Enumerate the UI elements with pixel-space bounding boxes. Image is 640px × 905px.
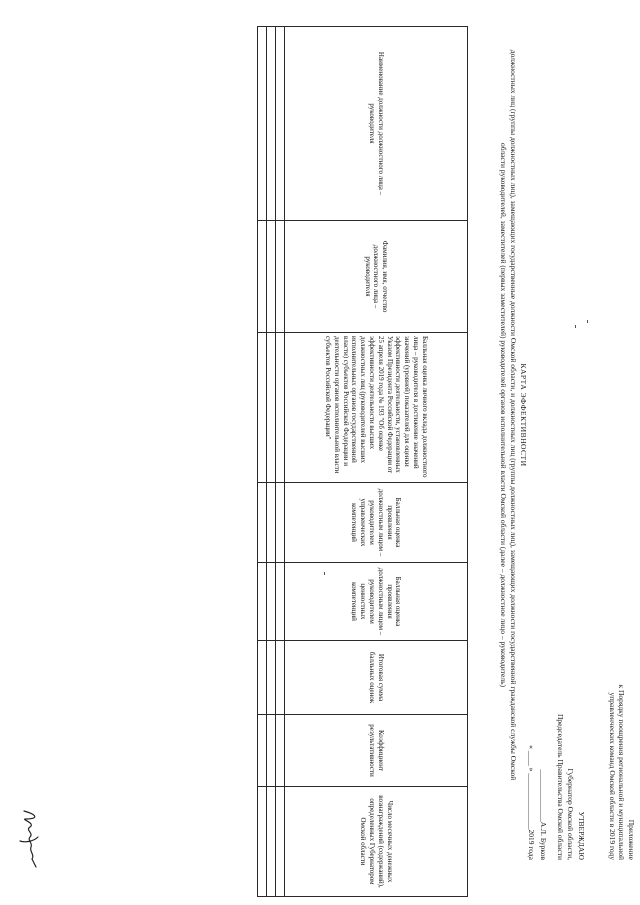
table-row bbox=[258, 27, 267, 897]
column-header-personal-contribution: Балльная оценка личного вклада должностного лица – руководителя в достижение значений значений (уровней) показателей для оценки эффективности деятельности, установленных Указом Президента Российской Федерации от 25 апреля 2019 года № 193 "Об оценке эффективности деятельности высших должностных лиц (руководителей высших исполнительных органов государственной власти) субъектов Российской Федерации и деятельности органов исполнительной власти субъектов Российской Федерации" bbox=[285, 333, 468, 483]
table-cell bbox=[258, 221, 267, 333]
table-cell bbox=[267, 27, 276, 221]
table-cell bbox=[276, 563, 285, 641]
approval-block bbox=[526, 520, 587, 860]
approval-position: Председатель Правительства Омской области bbox=[556, 714, 565, 860]
table-cell bbox=[276, 483, 285, 563]
card-subtitle: области руководителей, заместителей (первых заместителей) руководителей органов исполнительной власти Омской области (далее – должностное лицо – руководитель) bbox=[499, 142, 508, 688]
table-cell bbox=[267, 641, 276, 715]
column-header-performance-coefficient: Коэффициент результативности bbox=[285, 715, 468, 787]
table-cell bbox=[258, 27, 267, 221]
table-cell bbox=[276, 641, 285, 715]
table-row bbox=[267, 27, 276, 897]
card-title: КАРТА ЭФФЕКТИВНОСТИ bbox=[519, 363, 528, 467]
table-row bbox=[276, 27, 285, 897]
table-cell bbox=[276, 715, 285, 787]
table-cell bbox=[267, 787, 276, 897]
table-cell bbox=[267, 221, 276, 333]
table-cell bbox=[258, 641, 267, 715]
column-header-total-score: Итоговая сумма балльных оценок bbox=[285, 641, 468, 715]
appendix-note bbox=[608, 540, 637, 860]
scan-speck bbox=[587, 320, 588, 323]
table-body bbox=[258, 27, 285, 897]
table-cell bbox=[267, 715, 276, 787]
table-cell bbox=[267, 333, 276, 483]
column-header-managerial-competencies: Балльная оценка проявления должностным лицом – руководителем управленческих компетенций bbox=[285, 483, 468, 563]
appendix-line: Приложение bbox=[627, 819, 636, 860]
approval-date-line: « ____ » _______________2019 года bbox=[527, 745, 536, 860]
table-cell bbox=[258, 563, 267, 641]
table-cell bbox=[267, 563, 276, 641]
handwritten-signature bbox=[16, 807, 44, 877]
approval-title: УТВЕРЖДАЮ bbox=[577, 811, 586, 860]
table-cell bbox=[258, 333, 267, 483]
scan-speck bbox=[575, 325, 576, 328]
column-header-full-name: Фамилия, имя, отчество должностного лица – руководителя bbox=[285, 221, 468, 333]
column-header-monthly-rewards: Число месячных денежных вознаграждений (содержаний), определенных Губернатором Омской области bbox=[285, 787, 468, 897]
table-cell bbox=[276, 787, 285, 897]
table-cell bbox=[276, 27, 285, 221]
card-title-block bbox=[498, 40, 528, 790]
table-cell bbox=[258, 483, 267, 563]
appendix-line: к Порядку поощрения региональной и муниципальной bbox=[617, 684, 627, 860]
card-subtitle: должностных лиц (группы должностных лиц), замещающих государственные должности Омской области, и должностных лиц (группы должностных лиц), замещающих должности государственной гражданской службы Омской bbox=[509, 49, 518, 781]
column-header-value-competencies: Балльная оценка проявления должностным лицом – руководителем ценностных компетенций bbox=[285, 563, 468, 641]
approval-position: Губернатор Омской области, bbox=[566, 768, 576, 860]
column-header-position: Наименование должности должностного лица – руководителя bbox=[285, 27, 468, 221]
appendix-line: управленческих команд Омской области в 2019 году bbox=[608, 692, 617, 860]
table-cell bbox=[267, 483, 276, 563]
approval-signature-line: ______________А.Л. Бурков bbox=[539, 769, 549, 860]
table-cell bbox=[258, 715, 267, 787]
table-cell bbox=[258, 787, 267, 897]
table-header-row bbox=[285, 27, 468, 897]
table-cell bbox=[276, 333, 285, 483]
table-cell bbox=[276, 221, 285, 333]
efficiency-card-table bbox=[257, 26, 468, 897]
